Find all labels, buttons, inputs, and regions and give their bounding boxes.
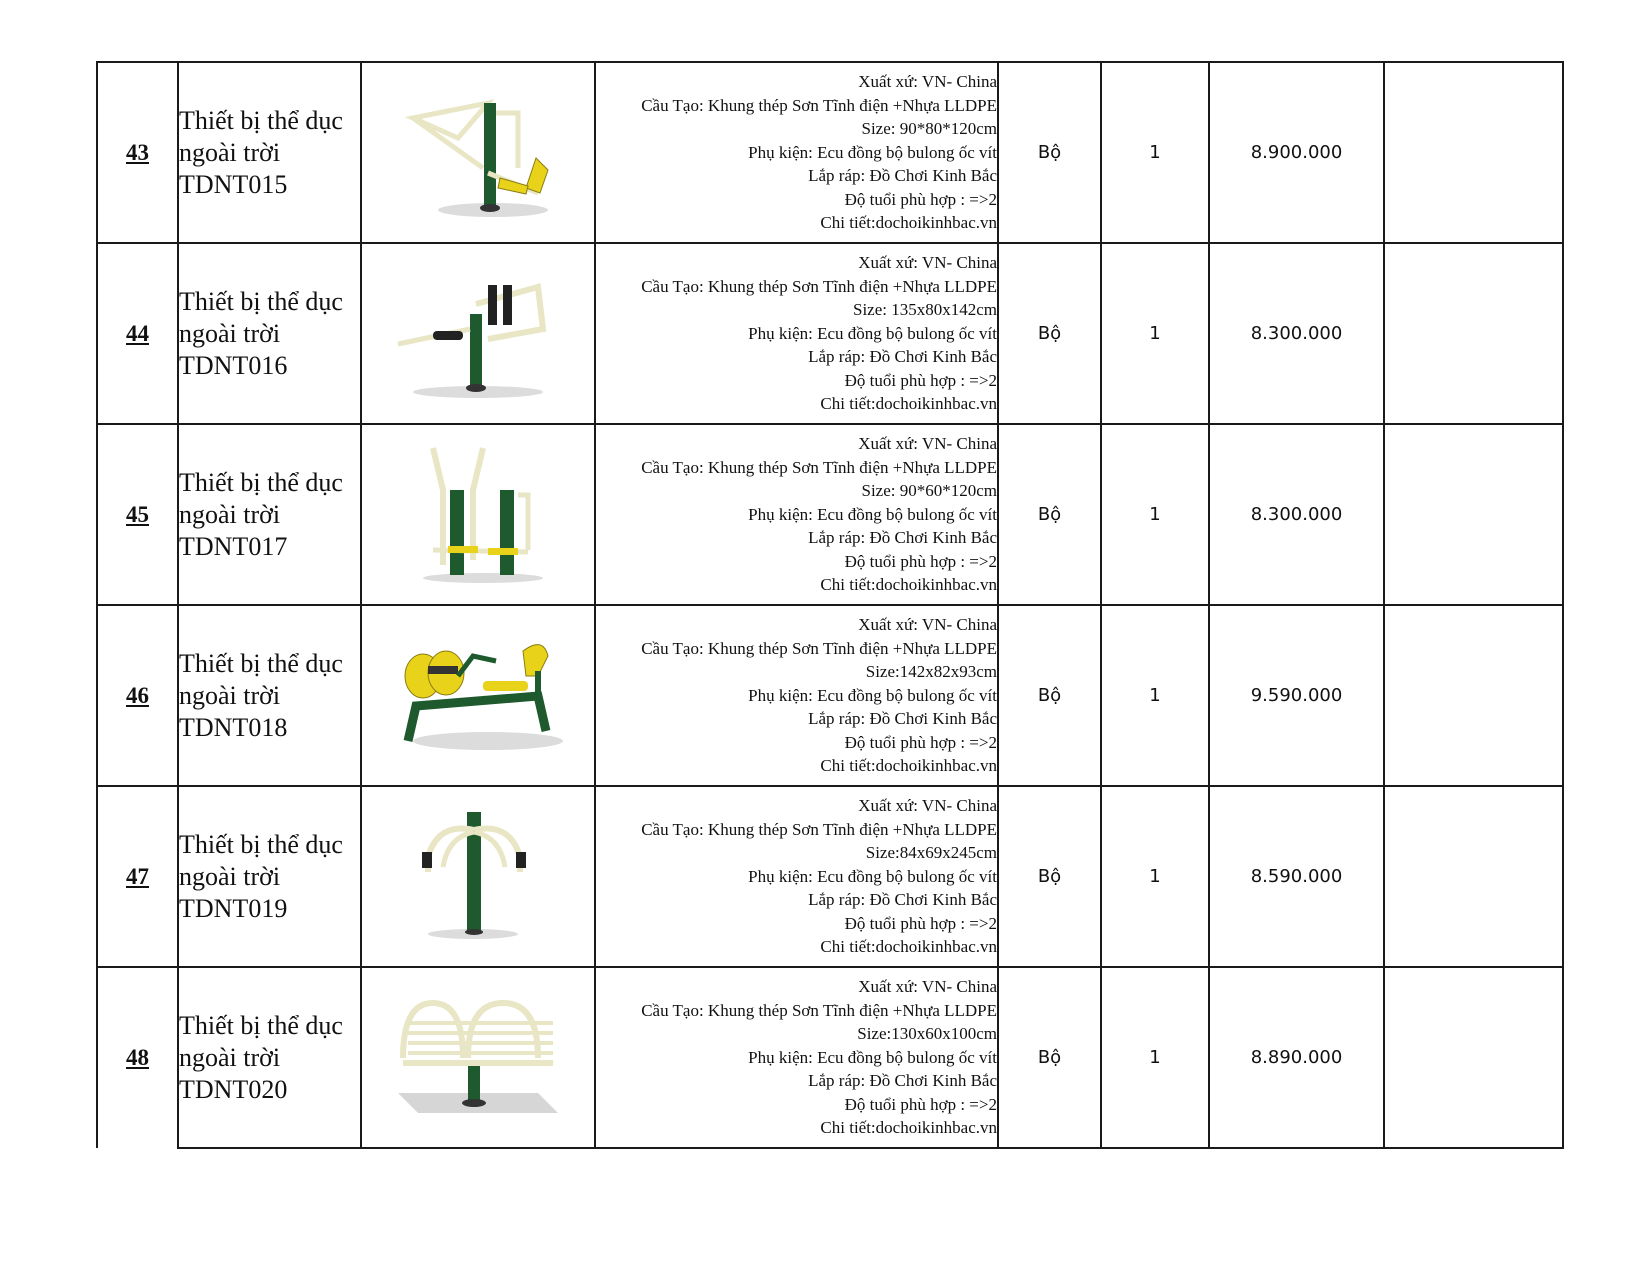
unit-cell: Bộ (998, 424, 1101, 605)
quantity-cell: 1 (1101, 62, 1209, 243)
note-cell (1384, 967, 1563, 1148)
note-cell (1384, 786, 1563, 967)
item-number: 48 (97, 967, 178, 1148)
table-row (97, 967, 1563, 1148)
quantity-cell: 1 (1101, 243, 1209, 424)
table-row (97, 786, 1563, 967)
product-description: Xuất xứ: VN- China Cầu Tạo: Khung thép Sơn Tĩnh điện +Nhựa LLDPE Size:130x60x100cm Phụ kiện: Ecu đồng bộ bulong ốc vít Lắp ráp: Đồ Chơi Kinh Bắc Độ tuổi phù hợp : =>2 Chi tiết:dochoikinhbac.vn (595, 967, 998, 1148)
note-cell (1384, 424, 1563, 605)
product-description: Xuất xứ: VN- China Cầu Tạo: Khung thép Sơn Tĩnh điện +Nhựa LLDPE Size:84x69x245cm Phụ kiện: Ecu đồng bộ bulong ốc vít Lắp ráp: Đồ Chơi Kinh Bắc Độ tuổi phù hợp : =>2 Chi tiết:dochoikinhbac.vn (595, 786, 998, 967)
quantity-cell: 1 (1101, 424, 1209, 605)
price-cell: 8.900.000 (1209, 62, 1384, 243)
unit-cell: Bộ (998, 62, 1101, 243)
quantity-cell: 1 (1101, 786, 1209, 967)
product-name: Thiết bị thể dục ngoài trời TDNT017 (178, 424, 361, 605)
table-row (97, 605, 1563, 786)
product-name: Thiết bị thể dục ngoài trời TDNT018 (178, 605, 361, 786)
quantity-cell: 1 (1101, 967, 1209, 1148)
unit-cell: Bộ (998, 786, 1101, 967)
product-description: Xuất xứ: VN- China Cầu Tạo: Khung thép Sơn Tĩnh điện +Nhựa LLDPE Size:142x82x93cm Phụ kiện: Ecu đồng bộ bulong ốc vít Lắp ráp: Đồ Chơi Kinh Bắc Độ tuổi phù hợp : =>2 Chi tiết:dochoikinhbac.vn (595, 605, 998, 786)
note-cell (1384, 243, 1563, 424)
unit-cell: Bộ (998, 605, 1101, 786)
arm-wheel-equipment-icon (388, 802, 568, 952)
price-cell: 8.300.000 (1209, 424, 1384, 605)
item-number: 43 (97, 62, 178, 243)
product-description: Xuất xứ: VN- China Cầu Tạo: Khung thép Sơn Tĩnh điện +Nhựa LLDPE Size: 135x80x142cm Phụ kiện: Ecu đồng bộ bulong ốc vít Lắp ráp: Đồ Chơi Kinh Bắc Độ tuổi phù hợp : =>2 Chi tiết:dochoikinhbac.vn (595, 243, 998, 424)
item-number: 45 (97, 424, 178, 605)
product-table (96, 61, 1564, 1149)
price-cell: 8.890.000 (1209, 967, 1384, 1148)
price-cell: 8.590.000 (1209, 786, 1384, 967)
item-number: 44 (97, 243, 178, 424)
back-stretcher-bench-equipment-icon (388, 983, 568, 1133)
note-cell (1384, 605, 1563, 786)
price-cell: 8.300.000 (1209, 243, 1384, 424)
waist-twister-equipment-icon (388, 259, 568, 409)
product-name: Thiết bị thể dục ngoài trời TDNT015 (178, 62, 361, 243)
table-row (97, 243, 1563, 424)
product-description: Xuất xứ: VN- China Cầu Tạo: Khung thép Sơn Tĩnh điện +Nhựa LLDPE Size: 90*80*120cm Phụ kiện: Ecu đồng bộ bulong ốc vít Lắp ráp: Đồ Chơi Kinh Bắc Độ tuổi phù hợp : =>2 Chi tiết:dochoikinhbac.vn (595, 62, 998, 243)
air-walker-equipment-icon (388, 440, 568, 590)
item-number: 47 (97, 786, 178, 967)
product-name: Thiết bị thể dục ngoài trời TDNT019 (178, 786, 361, 967)
product-description: Xuất xứ: VN- China Cầu Tạo: Khung thép Sơn Tĩnh điện +Nhựa LLDPE Size: 90*60*120cm Phụ kiện: Ecu đồng bộ bulong ốc vít Lắp ráp: Đồ Chơi Kinh Bắc Độ tuổi phù hợp : =>2 Chi tiết:dochoikinhbac.vn (595, 424, 998, 605)
product-name: Thiết bị thể dục ngoài trời TDNT016 (178, 243, 361, 424)
unit-cell: Bộ (998, 967, 1101, 1148)
cross-trainer-equipment-icon (388, 78, 568, 228)
product-name: Thiết bị thể dục ngoài trời TDNT020 (178, 967, 361, 1148)
table-row (97, 62, 1563, 243)
item-number: 46 (97, 605, 178, 786)
table-row (97, 424, 1563, 605)
unit-cell: Bộ (998, 243, 1101, 424)
note-cell (1384, 62, 1563, 243)
price-cell: 9.590.000 (1209, 605, 1384, 786)
quantity-cell: 1 (1101, 605, 1209, 786)
rowing-bike-equipment-icon (388, 621, 568, 771)
